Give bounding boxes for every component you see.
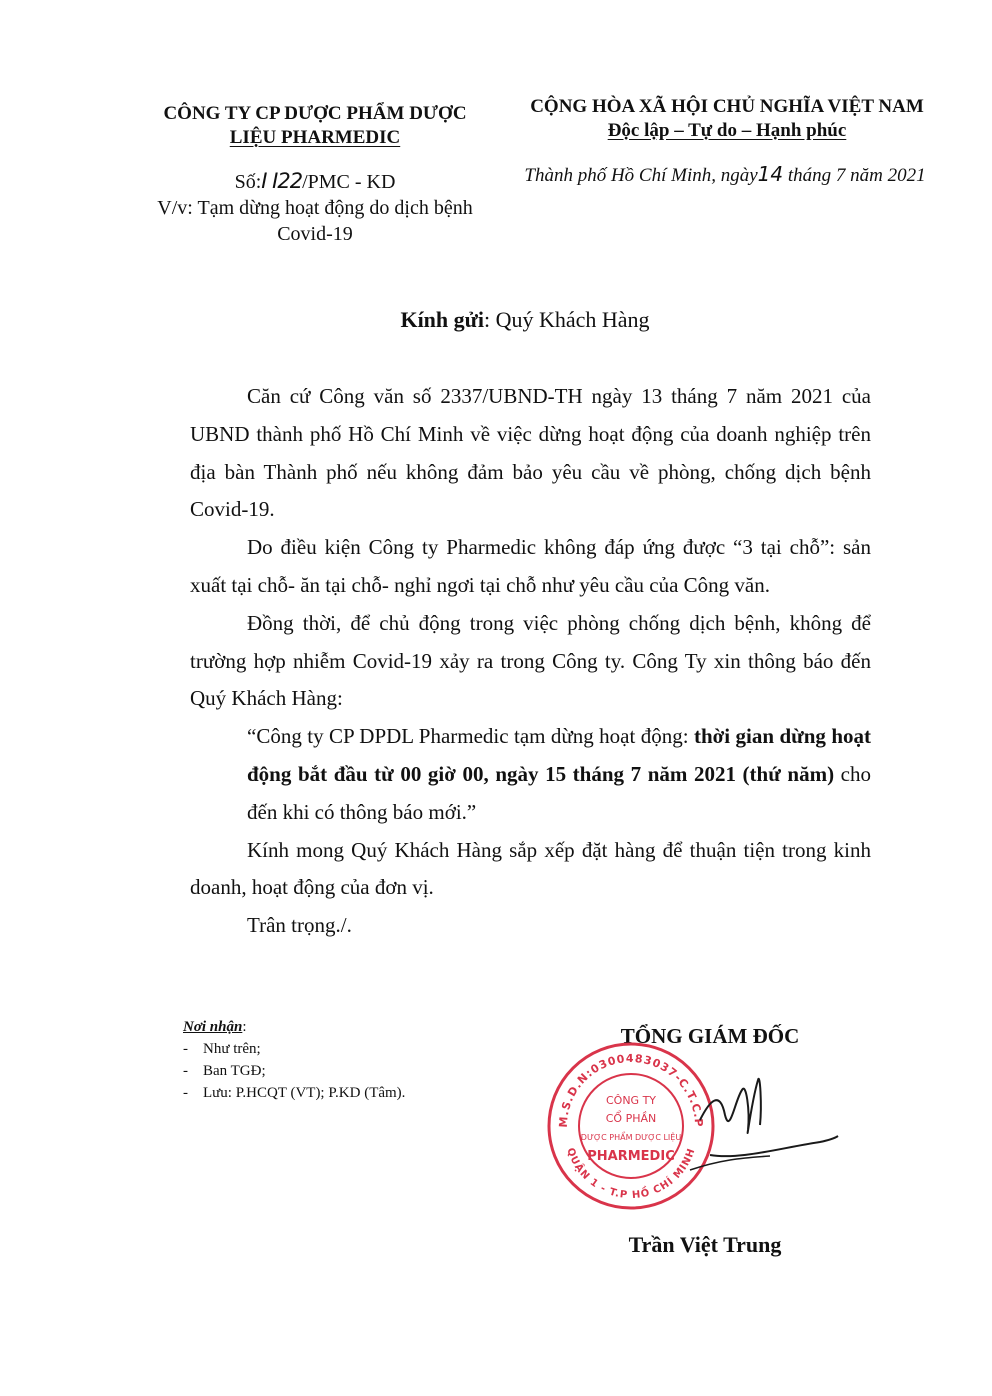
recipient-item: - Ban TGĐ;	[183, 1060, 503, 1082]
signer-title: TỔNG GIÁM ĐỐC	[620, 1024, 800, 1048]
seal-ring-text: M.S.D.N:0300483037-C.T.C.P	[556, 1051, 706, 1128]
subject-line1: V/v: Tạm dừng hoạt động do dịch bệnh	[157, 197, 473, 219]
announcement-quote	[247, 718, 871, 831]
salutation-label: Kính gửi	[400, 307, 484, 332]
doc-number-suffix: /PMC - KD	[302, 171, 396, 193]
seal-line2: CỔ PHẦN	[605, 1112, 657, 1125]
seal-ring-bottom-text: QUẬN 1 - T.P HỒ CHÍ MINH	[564, 1146, 698, 1202]
place-date	[505, 162, 945, 188]
body-paragraph-2: Do điều kiện Công ty Pharmedic không đáp ứng được “3 tại chỗ”: sản xuất tại chỗ- ăn tại chỗ- nghỉ ngơi tại chỗ như yêu cầu của Công văn.	[190, 535, 871, 597]
date-day: 14	[757, 162, 784, 186]
company-name	[130, 102, 500, 150]
recipients-block	[183, 1016, 503, 1104]
national-motto: Độc lập – Tự do – Hạnh phúc	[607, 120, 847, 141]
body-paragraph-1: Căn cứ Công văn số 2337/UBND-TH ngày 13 tháng 7 năm 2021 của UBND thành phố Hồ Chí Minh về việc dừng hoạt động của doanh nghiệp trên địa bàn Thành phố nếu không đảm bảo yêu cầu về phòng, chống dịch bệnh Covid-19.	[190, 384, 871, 522]
subject-line2: Covid-19	[277, 223, 353, 245]
company-name-line1: CÔNG TY CP DƯỢC PHẨM DƯỢC	[163, 103, 467, 124]
doc-number-prefix: Số:	[234, 171, 262, 193]
seal-line3: DƯỢC PHẨM DƯỢC LIỆU	[580, 1133, 682, 1142]
body-paragraph-4: Kính mong Quý Khách Hàng sắp xếp đặt hàng để thuận tiện trong kinh doanh, hoạt động của đơn vị.	[190, 837, 871, 900]
recipient-item: - Lưu: P.HCQT (VT); P.KD (Tâm).	[183, 1082, 503, 1104]
date-suffix: tháng 7 năm 2021	[783, 165, 926, 186]
signer-name: Trần Việt Trung	[628, 1232, 782, 1257]
body-paragraph-3: Đồng thời, để chủ động trong việc phòng chống dịch bệnh, không để trường hợp nhiễm Covid-19 xảy ra trong Công ty. Công Ty xin thông báo đến Quý Khách Hàng:	[190, 610, 871, 711]
quote-end: cho đến khi có thông báo mới.”	[247, 761, 871, 824]
date-prefix: Thành phố Hồ Chí Minh, ngày	[524, 165, 758, 186]
national-header	[512, 95, 942, 143]
seal-line1: CÔNG TY	[605, 1094, 657, 1107]
salutation-recipient: : Quý Khách Hàng	[483, 307, 650, 332]
salutation	[0, 305, 992, 335]
quote-start: “Công ty CP DPDL Pharmedic tạm dừng hoạt động:	[247, 724, 694, 749]
signature-scribble	[680, 1060, 840, 1180]
document-number	[130, 168, 500, 195]
recipients-heading: Nơi nhận	[183, 1019, 243, 1035]
seal-line4: PHARMEDIC	[587, 1149, 675, 1164]
company-name-line2: LIỆU PHARMEDIC	[229, 127, 401, 148]
nation-name: CỘNG HÒA XÃ HỘI CHỦ NGHĨA VIỆT NAM	[530, 96, 924, 117]
recipients-heading-colon: :	[242, 1019, 247, 1035]
document-subject	[125, 195, 505, 247]
quote-bold: thời gian dừng hoạt động bắt đầu từ 00 giờ 00, ngày 15 tháng 7 năm 2021 (thứ năm)	[247, 724, 871, 786]
doc-number-handwritten: I I22	[261, 169, 303, 193]
closing: Trân trọng./.	[247, 913, 352, 938]
letter-body	[190, 378, 871, 945]
recipient-item: - Như trên;	[183, 1038, 503, 1060]
